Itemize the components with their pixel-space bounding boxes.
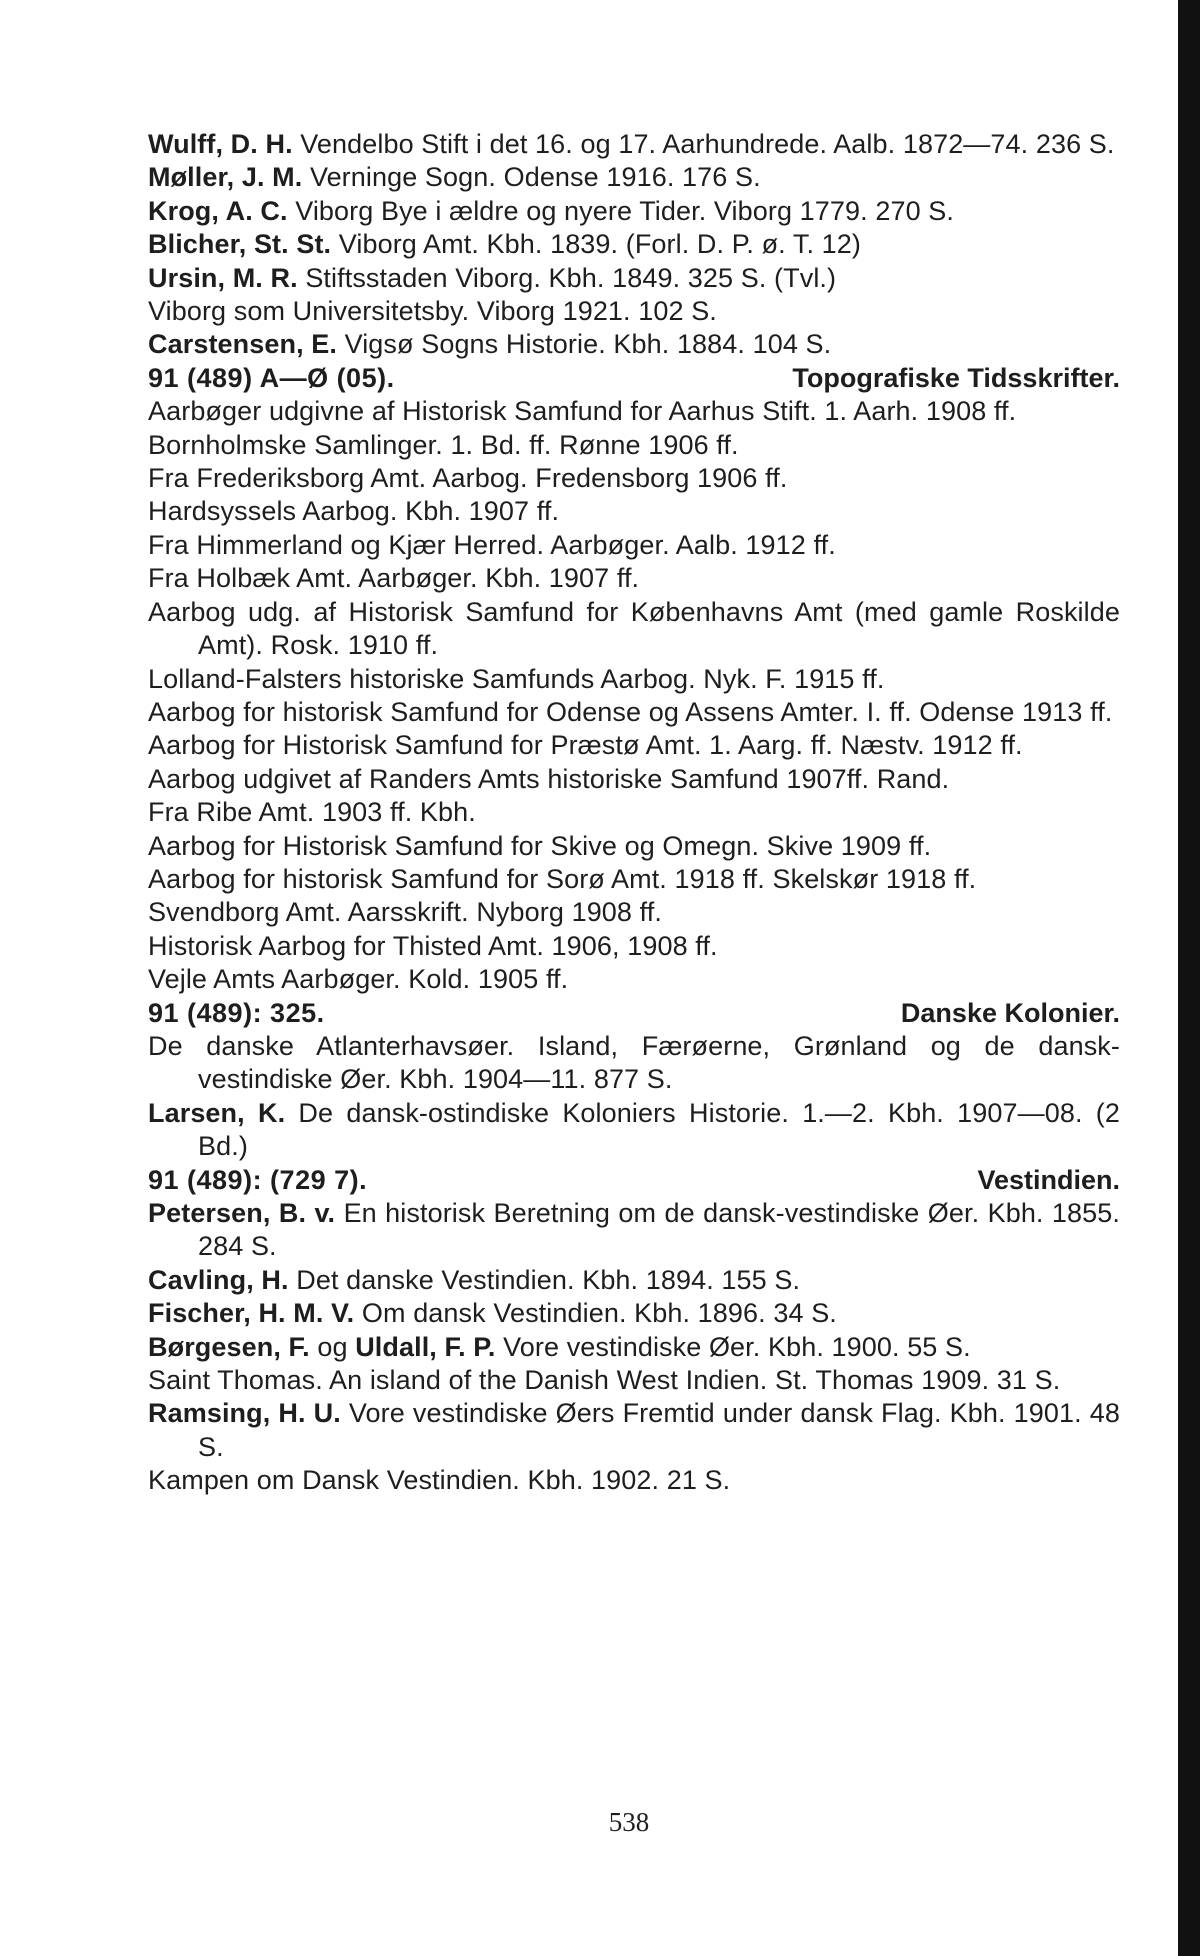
bibliography-entry <box>148 763 1120 796</box>
bibliography-entry <box>148 696 1120 729</box>
entry-text: Det danske Vestindien. Kbh. 1894. 155 S. <box>288 1264 801 1295</box>
section-heading <box>148 1164 1120 1197</box>
entry-text: Hardsyssels Aarbog. Kbh. 1907 ff. <box>148 496 560 527</box>
bibliography-entry <box>148 462 1120 495</box>
bibliography-entry <box>148 395 1120 428</box>
bibliography-page <box>148 128 1120 1498</box>
entry-text: Historisk Aarbog for Thisted Amt. 1906, 1908 ff. <box>148 930 718 961</box>
bibliography-entry <box>148 863 1120 896</box>
section-title: Vestindien. <box>977 1164 1120 1195</box>
entry-text: Lolland-Falsters historiske Samfunds Aarbog. Nyk. F. 1915 ff. <box>148 663 885 694</box>
bibliography-entry <box>148 963 1120 996</box>
bibliography-entry <box>148 1097 1120 1164</box>
entry-text: De dansk-ostindiske Koloniers Historie. 1.—2. Kbh. 1907—08. (2 Bd.) <box>198 1097 1120 1162</box>
entry-author: Cavling, H. <box>148 1264 289 1295</box>
entry-text: og <box>309 1331 356 1362</box>
entry-text: Aarbog udgivet af Randers Amts historiske Samfund 1907ff. Rand. <box>148 763 950 794</box>
bibliography-entry <box>148 195 1120 228</box>
classification-code: 91 (489): (729 7). <box>148 1164 368 1195</box>
entry-text: Aarbog for Historisk Samfund for Præstø Amt. 1. Aarg. ff. Næstv. 1912 ff. <box>148 730 1023 761</box>
entry-author: Blicher, St. St. <box>148 229 332 260</box>
bibliography-entry <box>148 128 1120 161</box>
entry-text: Aarbog for historisk Samfund for Sorø Amt. 1918 ff. Skelskør 1918 ff. <box>148 863 977 894</box>
scan-edge-bar <box>1178 0 1200 1956</box>
entry-text: Viborg Bye i ældre og nyere Tider. Viborg 1779. 270 S. <box>287 195 955 226</box>
bibliography-entry <box>148 796 1120 829</box>
entry-author: Ursin, M. R. <box>148 262 298 293</box>
entry-text: Verninge Sogn. Odense 1916. 176 S. <box>302 162 761 193</box>
bibliography-entry <box>148 596 1120 663</box>
entry-text: Vore vestindiske Øers Fremtid under dansk Flag. Kbh. 1901. 48 S. <box>198 1398 1120 1462</box>
bibliography-entry <box>148 228 1120 261</box>
entry-text: Vejle Amts Aarbøger. Kold. 1905 ff. <box>148 964 569 995</box>
entry-text: Vigsø Sogns Historie. Kbh. 1884. 104 S. <box>336 329 832 360</box>
classification-code: 91 (489) A—Ø (05). <box>148 362 395 393</box>
entry-text: Svendborg Amt. Aarsskrift. Nyborg 1908 ff. <box>148 897 662 928</box>
entry-author: Møller, J. M. <box>148 162 303 193</box>
entry-author: Carstensen, E. <box>148 329 337 360</box>
bibliography-entry <box>148 1197 1120 1264</box>
entry-text: Kampen om Dansk Vestindien. Kbh. 1902. 21 S. <box>148 1465 731 1496</box>
bibliography-entry <box>148 328 1120 361</box>
bibliography-entry <box>148 729 1120 762</box>
bibliography-entry <box>148 830 1120 863</box>
bibliography-entry <box>148 930 1120 963</box>
classification-code: 91 (489): 325. <box>148 997 325 1028</box>
entry-text: Viborg som Universitetsby. Viborg 1921. 102 S. <box>148 296 717 327</box>
entry-author: Børgesen, F. <box>148 1331 310 1362</box>
entry-text: Stiftsstaden Viborg. Kbh. 1849. 325 S. (Tvl.) <box>297 262 837 293</box>
section-heading <box>148 997 1120 1030</box>
entry-text: Fra Ribe Amt. 1903 ff. Kbh. <box>148 797 476 828</box>
entry-text: En historisk Beretning om de dansk-vestindiske Øer. Kbh. 1855. 284 S. <box>198 1198 1120 1262</box>
entry-author: Fischer, H. M. V. <box>148 1298 355 1329</box>
bibliography-entry <box>148 663 1120 696</box>
bibliography-entry <box>148 562 1120 595</box>
entry-text: Vendelbo Stift i det 16. og 17. Aarhundrede. Aalb. 1872—74. 236 S. <box>292 129 1115 159</box>
bibliography-entry <box>148 495 1120 528</box>
bibliography-entry <box>148 295 1120 328</box>
entry-text: Aarbog udg. af Historisk Samfund for Københavns Amt (med gamle Roskilde Amt). Rosk. 1910 ff. <box>148 596 1120 661</box>
entry-text: Saint Thomas. An island of the Danish West Indien. St. Thomas 1909. 31 S. <box>148 1365 1061 1396</box>
entry-author: Wulff, D. H. <box>148 129 293 159</box>
entry-author: Ramsing, H. U. <box>148 1398 341 1429</box>
bibliography-entry <box>148 429 1120 462</box>
bibliography-entry <box>148 1397 1120 1464</box>
bibliography-entry <box>148 1464 1120 1497</box>
entry-author: Uldall, F. P. <box>355 1331 496 1362</box>
bibliography-entry <box>148 1264 1120 1297</box>
bibliography-entry <box>148 1030 1120 1097</box>
entry-author: Petersen, B. v. <box>148 1198 336 1228</box>
entry-text: Aarbøger udgivne af Historisk Samfund for Aarhus Stift. 1. Aarh. 1908 ff. <box>148 396 1017 427</box>
bibliography-entry <box>148 1364 1120 1397</box>
section-title: Topografiske Tidsskrifter. <box>792 362 1120 393</box>
entry-text: Fra Himmerland og Kjær Herred. Aarbøger. Aalb. 1912 ff. <box>148 529 836 560</box>
entry-text: Vore vestindiske Øer. Kbh. 1900. 55 S. <box>495 1331 971 1362</box>
entry-author: Larsen, K. <box>148 1097 286 1128</box>
bibliography-entry <box>148 896 1120 929</box>
bibliography-entry <box>148 262 1120 295</box>
entry-text: Fra Frederiksborg Amt. Aarbog. Fredensborg 1906 ff. <box>148 463 788 494</box>
entry-text: Aarbog for historisk Samfund for Odense og Assens Amter. I. ff. Odense 1913 ff. <box>148 696 1113 727</box>
entry-text: Viborg Amt. Kbh. 1839. (Forl. D. P. ø. T. 12) <box>331 229 862 260</box>
entry-text: Bornholmske Samlinger. 1. Bd. ff. Rønne 1906 ff. <box>148 429 739 460</box>
bibliography-entry <box>148 1297 1120 1330</box>
bibliography-entry <box>148 1331 1120 1364</box>
entry-author: Krog, A. C. <box>148 195 288 226</box>
bibliography-entry <box>148 161 1120 194</box>
page-number: 538 <box>608 1807 650 1837</box>
section-heading <box>148 362 1120 395</box>
entry-text: Aarbog for Historisk Samfund for Skive og Omegn. Skive 1909 ff. <box>148 830 932 861</box>
section-title: Danske Kolonier. <box>900 997 1120 1028</box>
entry-text: Om dansk Vestindien. Kbh. 1896. 34 S. <box>354 1298 837 1329</box>
bibliography-entry <box>148 529 1120 562</box>
entry-text: Fra Holbæk Amt. Aarbøger. Kbh. 1907 ff. <box>148 563 640 594</box>
entry-text: De danske Atlanterhavsøer. Island, Færøerne, Grønland og de dansk-vestindiske Øer. Kbh. 1904—11. 877 S. <box>148 1030 1120 1095</box>
